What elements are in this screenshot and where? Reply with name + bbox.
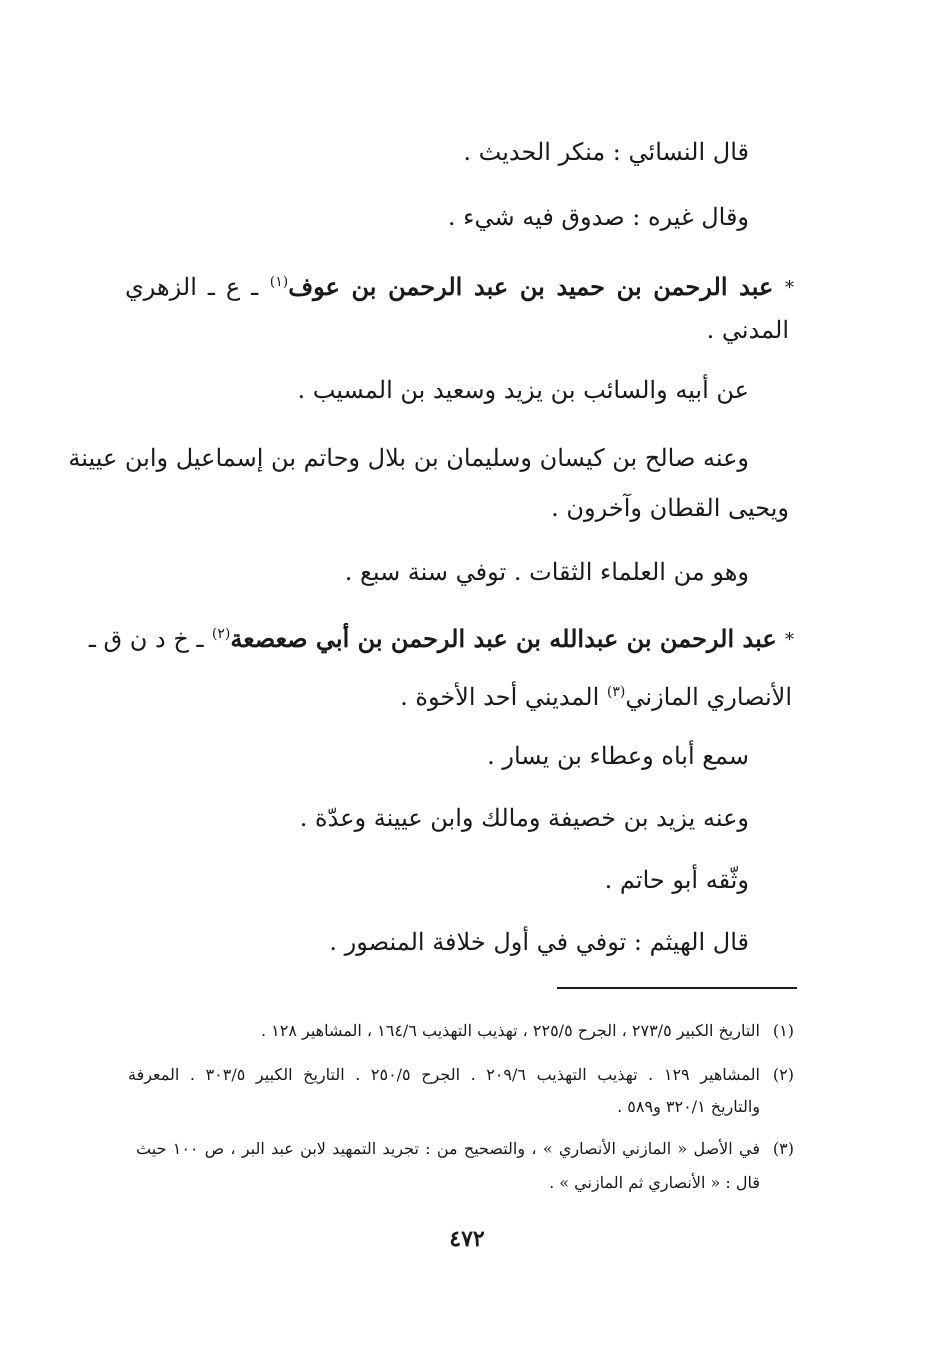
text-line-2: وقال غيره : صدوق فيه شيء . (447, 203, 749, 231)
footnote-3-cont: قال : « الأنصاري ثم المازني » . (549, 1173, 760, 1192)
entry-name-1: عبد الرحمن بن حميد بن عبد الرحمن بن عوف (288, 272, 774, 301)
footnote-1 (261, 1018, 794, 1044)
text-line-11: وثّقه أبو حاتم . (604, 866, 749, 894)
text-line-7: وهو من العلماء الثقات . توفي سنة سبع . (344, 558, 749, 586)
footnote-text-2: المشاهير ١٢٩ . تهذيب التهذيب ٢٠٩/٦ . الجرح ٢٥٠/٥ . التاريخ الكبير ٣٠٣/٥ . المعرفة (128, 1065, 761, 1084)
entry-heading-2 (88, 614, 794, 661)
entry-suffix-1: ـ ع ـ الزهري (125, 273, 259, 301)
footnote-2 (128, 1062, 794, 1088)
text-line-3: المدني . (706, 316, 789, 344)
entry-star-1: * (785, 277, 794, 299)
entry-name-2: عبد الرحمن بن عبدالله بن عبد الرحمن بن أبي صعصعة (230, 624, 777, 653)
footnote-text-1: التاريخ الكبير ٢٧٣/٥ ، الجرح ٢٢٥/٥ ، تهذيب التهذيب ١٦٤/٦ ، المشاهير ١٢٨ . (260, 1021, 760, 1040)
entry-star-2: * (785, 629, 794, 651)
nisba-text: الأنصاري المازني (625, 683, 792, 711)
footnote-number-3: (٣) (772, 1139, 795, 1158)
footnote-number-1: (١) (772, 1021, 794, 1040)
text-line-6: ويحيى القطان وآخرون . (551, 494, 789, 522)
footnote-2-cont: والتاريخ ٣٢٠/١ و٥٨٩ . (617, 1097, 760, 1116)
text-line-5: وعنه صالح بن كيسان وسليمان بن بلال وحاتم بن إسماعيل وابن عيينة (68, 444, 749, 472)
footnote-number-2: (٢) (772, 1065, 795, 1084)
text-line-1: قال النسائي : منكر الحديث . (463, 138, 749, 166)
footnote-separator (557, 987, 797, 989)
text-line-8 (400, 672, 792, 717)
text-line-9: سمع أباه وعطاء بن يسار . (487, 742, 749, 770)
text-line-12: قال الهيثم : توفي في أول خلافة المنصور . (329, 928, 749, 956)
entry-heading-1 (125, 262, 794, 309)
footnote-ref-2: (٢) (211, 626, 231, 642)
entry-suffix-2: ـ خ د ن ق ـ (88, 625, 204, 653)
footnote-text-3: في الأصل « المازني الأنصاري » ، والتصحيح من : تجريد التمهيد لابن عبد البر ، ص ١٠٠ حيث (136, 1139, 761, 1158)
footnote-3 (136, 1136, 794, 1162)
text-line-4: عن أبيه والسائب بن يزيد وسعيد بن المسيب . (297, 376, 749, 404)
nisba-continuation: المديني أحد الأخوة . (400, 683, 600, 711)
footnote-ref-3: (٣) (606, 684, 626, 700)
page-number: ٤٧٢ (449, 1226, 485, 1252)
footnote-ref-1: (١) (269, 274, 289, 290)
text-line-10: وعنه يزيد بن خصيفة ومالك وابن عيينة وعدّة . (299, 804, 749, 832)
